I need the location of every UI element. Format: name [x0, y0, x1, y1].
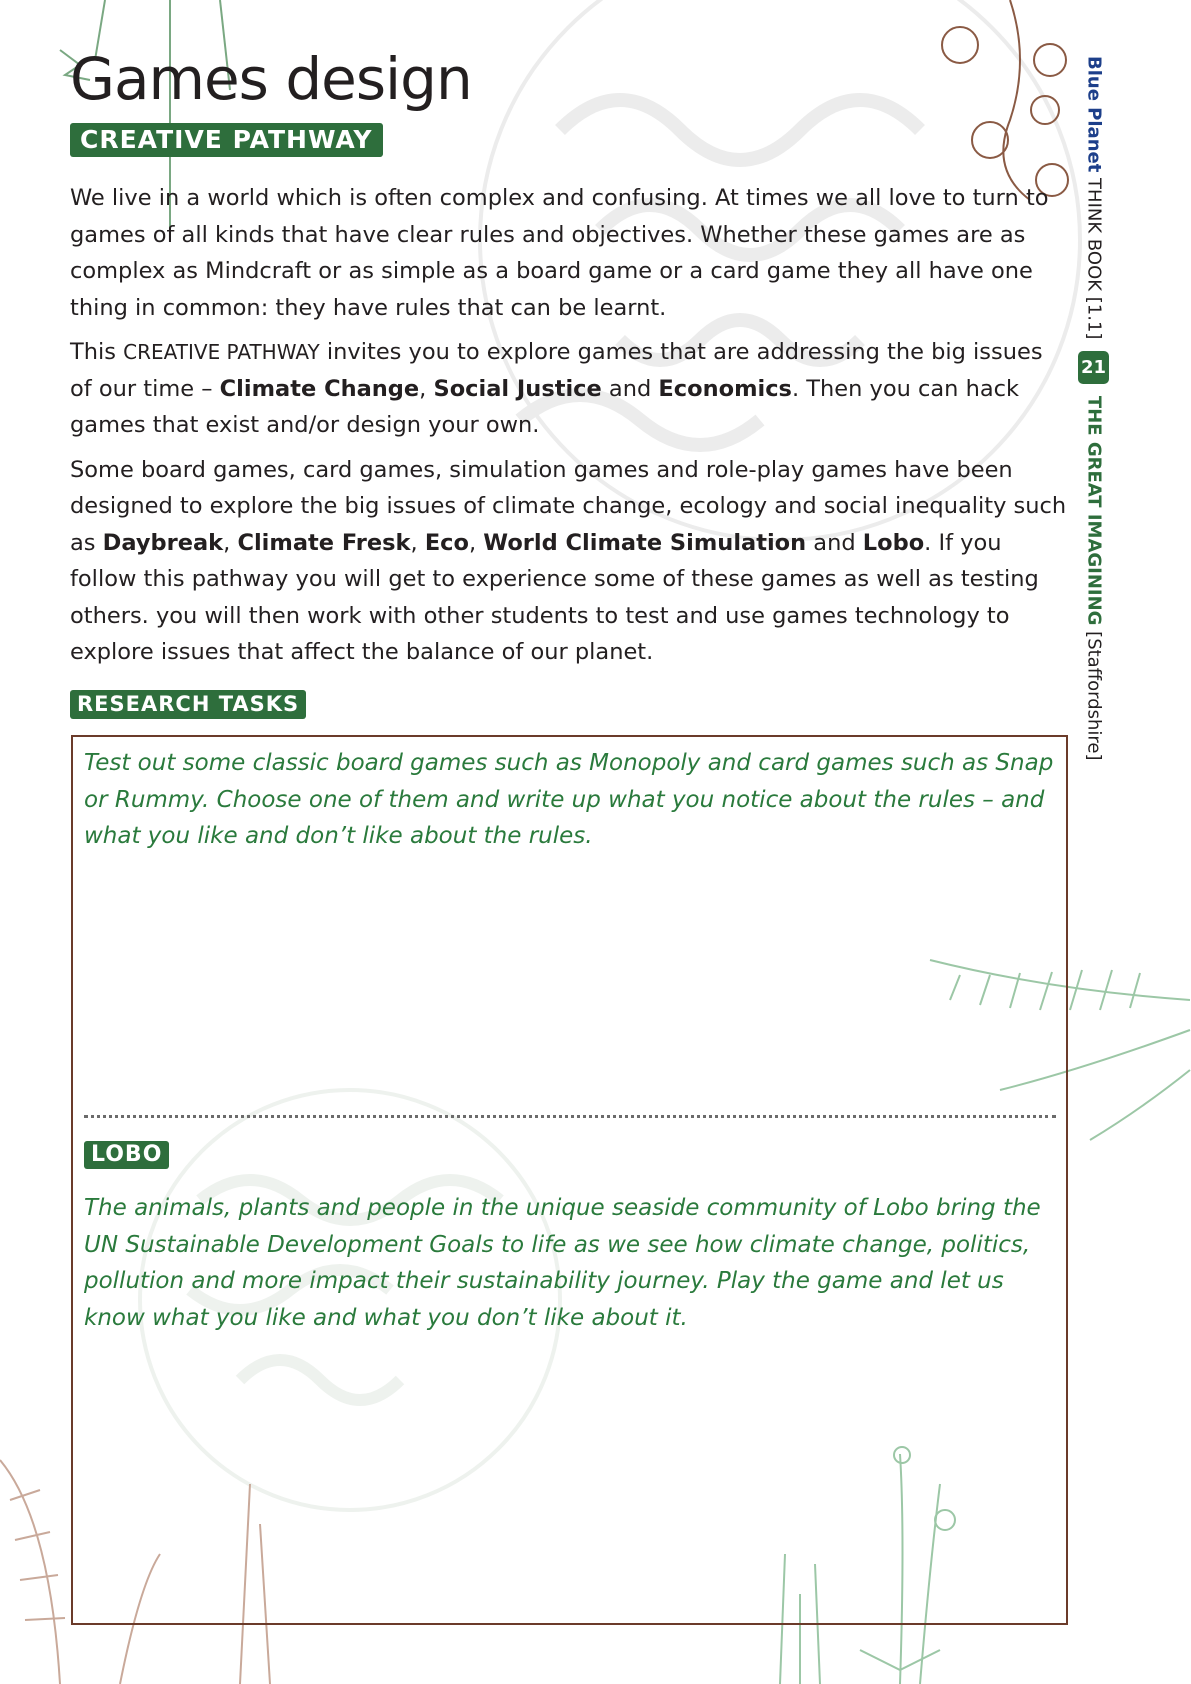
sidebar-text [1078, 56, 1109, 761]
intro-paragraph-2: This CREATIVE PATHWAY invites you to explore games that are addressing the big issues of our time – Climate Change, Social Justice and Economics. Then you can hack games that exist and/or design your own. [70, 339, 1043, 438]
lobo-label: LOBO [84, 1141, 169, 1169]
series-name: THE GREAT IMAGINING [1083, 395, 1105, 626]
book-name: THINK BOOK [1.1] [1083, 172, 1105, 340]
page-title: Games design [70, 45, 472, 113]
pathway-label: CREATIVE PATHWAY [70, 123, 383, 157]
region-name: [Staffordshire] [1083, 625, 1105, 761]
intro-paragraph-3: Some board games, card games, simulation games and role-play games have been designed to explore the big issues of climate change, ecology and social inequality such as Daybreak, Climate Fresk, Eco, World Climate Simulation and Lobo. If you follow this pathway you will get to experience some of these games as well as testing others. you will then work with other students to test and use games technology to explore issues that affect the balance of our planet. [70, 456, 1067, 665]
brand-name: Blue Planet [1083, 56, 1105, 173]
intro-text [70, 180, 1070, 679]
intro-paragraph-1: We live in a world which is often complex and confusing. At times we all love to turn to games of all kinds that have clear rules and objectives. Whether these games are as complex as Mindcraft or as simple as a board game or a card game they all have one thing in common: they have rules that can be learnt. [70, 185, 1049, 321]
research-answer-box[interactable] [71, 735, 1068, 1625]
vine-top-right [942, 0, 1068, 200]
research-task-2: The animals, plants and people in the unique seaside community of Lobo bring the UN Sustainable Development Goals to life as we see how climate change, politics, pollution and more impact their sustainability journey. Play the game and let us know what you like and what you don’t like about it. [84, 1195, 1041, 1331]
dotted-divider [84, 1115, 1056, 1118]
sidebar-running-header [1078, 56, 1122, 761]
research-task-1: Test out some classic board games such as Monopoly and card games such as Snap or Rummy. Choose one of them and write up what you notice about the rules – and what you like and don’t like about the rules. [84, 750, 1054, 849]
research-tasks-label: RESEARCH TASKS [70, 690, 306, 719]
page-number: 21 [1078, 351, 1109, 384]
